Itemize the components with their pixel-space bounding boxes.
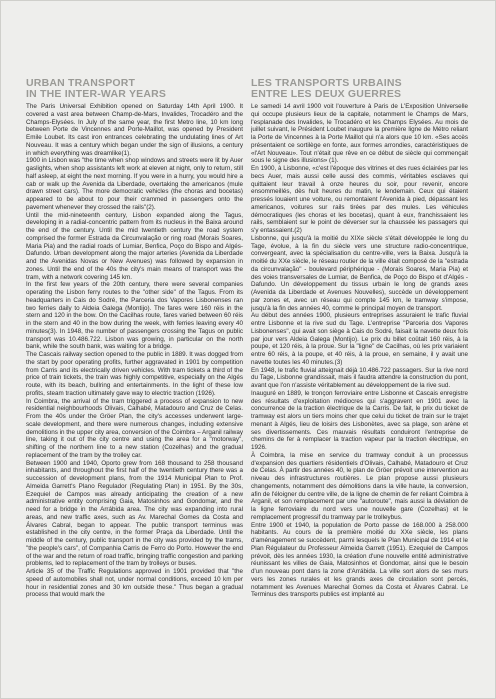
- french-heading-line-2: ENTRE LES DEUX GUERRES: [251, 88, 402, 100]
- english-column: [26, 78, 243, 599]
- english-body: [26, 103, 243, 599]
- two-column-layout: [26, 78, 468, 599]
- french-paragraph: Inauguré en 1889, le tronçon ferroviaire entre Lisbonne et Cascais enregistre des résultats d'exploitation médiocres qui s'aggravent en 1901 avec la concurrence de la traction électrique de la Carris. De fait, le prix du ticket de tramway est alors un tiers moins cher que celui du ticket de train sur le trajet menant à Algés, lieu de loisirs des Lisbonètes, avec sa plage, son arène et ses divertissements. Ces mauvais résultats conduiront l'entreprise de chemins de fer à remplacer la traction vapeur par la traction électrique, en 1926.: [251, 389, 468, 451]
- english-heading: [26, 78, 243, 100]
- french-paragraph: Lisbonne, qui jusqu'à la moitié du XIXe siècle s'était développée le long du Tage, évolue, à la fin du siècle vers une structure radio-concentrique, convergeant, avec la spécialisation du centre-ville, vers la Baixa. Jusqu'à la moitié du XXe siècle, le réseau routier de la ville était composé de la "estrada da circunvalação" - boulevard périphérique - (Morais Soares, Maria Pia) et des voies transversales de Lumiar, de Benfica, de Poço do Bispo et d'Algés - Dafundo. Un développement du tissus urbain le long de grands axes (Avenida da Liberdade et Avenues Nouvelles), succède un développement par zones et, avec un réseau qui compte 145 km, le tramway s'impose, jusqu'à la fin des années 40, comme le principal moyen de transport.: [251, 234, 468, 312]
- french-paragraph: Entre 1900 et 1940, la population de Porto passe de 168.000 à 258.000 habitants. Au cours de la première moitié du XXe siècle, les plans d'aménagement se succèdent, parmi lesquels le Plan Municipal de 1914 et le Plan Régulateur du Professeur Almeida Garrett (1951). Ezequiel de Campos prévoit, dès les années 1930, la création d'une nouvelle entité administrative réunissant les villes de Gaia, Matosinhos et Gondomar, ainsi que le besoin d'un nouveau pont dans la zone d'Arrábida. La ville sort alors de ses murs vers les zones rurales et les grands axes de circulation sont percés, notamment les Avenues Marechal Gomes da Costa et Álvares Cabral. Le Terminus des transports publics est implanté au: [251, 521, 468, 599]
- french-paragraph: En 1948, le trafic fluvial atteignait déjà 10.486.722 passagers. Sur la rive nord du Tage, Lisbonne grandissait, mais il faudra attendre la construction du pont, avant que l'on n'assiste véritablement au développement de la rive sud.: [251, 366, 468, 389]
- english-heading-line-1: URBAN TRANSPORT: [26, 78, 136, 89]
- french-body: [251, 103, 468, 599]
- english-paragraph: Article 35 of the Traffic Regulations approved in 1901 provided that "the speed of automobiles shall not, under normal conditions, exceed 10 km per hour in residential zones and 30 km outside these." Thus began a gradual process that would mark the: [26, 568, 243, 599]
- english-paragraph: The Paris Universal Exhibition opened on Saturday 14th April 1900. It covered a vast area between Champ-de-Mars, Invalides, Trocadéro and the Champs-Elysées. In July of the same year, the first Metro line, 10 km long between Porte de Vincennes and Porte-Maillot, was opened by President Emile Loubet. Its cast iron entrances celebrating the undulating lines of Art Nouveau. It was a century which began under the sign of illusions, a century in which everything was dreamlike(1).: [26, 103, 243, 157]
- english-heading-line-2: IN THE INTER-WAR YEARS: [26, 88, 167, 100]
- english-paragraph: In the first few years of the 20th century, there were several companies operating the Lisbon ferry routes to the "other side" of the Tagus. From its headquarters in Cais do Sodré, the Parceria dos Vapores Lisbonenses ran two ferries daily to Aldeia Galega (Montijo). The fares were 160 réis in the stern and 120 in the bow. On the Cacilhas route, fares varied between 60 réis in the stern and 40 in the bow during the week, with ferries leaving every 40 minutes(3). In 1948, the number of passengers crossing the Tagus on public transport was 10.486.722. Lisbon was growing, in particular on the north bank, while the south bank, was waiting for a bridge.: [26, 281, 243, 351]
- french-paragraph: À Coimbra, la mise en service du tramway conduit à un processus d'expansion des quartiers résidentiels d'Olivais, Calhabé, Matadouro et Cruz de Celas. À partir des années 40, le plan de Gröer prévoit une intervention au niveau des infrastructures routières. Le plan propose aussi plusieurs changements, notamment des démolitions dans la ville haute, la conversion, afin de l'éloigner du centre ville, de la ligne de chemin de fer reliant Coimbra à Arganil, et son remplacement par une "autoroute", mais aussi la déviation de la ligne ferroviaire du nord vers une nouvelle gare (Cozelhas) et le remplacement progressif du tramway par le trolleybus.: [251, 451, 468, 521]
- french-heading-line-1: LES TRANSPORTS URBAINS: [251, 78, 402, 89]
- english-paragraph: 1900 in Lisbon was "the time when shop windows and streets were lit by Auer gaslights, when shop assistants left work at eleven at night, only to return, still half asleep, at eight the next morning. If you were in a hurry, you would hire a cab or walk up the Avenida da Liberdade, overtaking the americanos (mule drawn street cars). The more democratic vehicles (the choras and bocetas) appeared to be about to pour their crammed in passengers onto the pavement whenever they crossed the rails"(2).: [26, 157, 243, 211]
- english-paragraph: Between 1900 and 1940, Oporto grew from 168 thousand to 258 thousand inhabitants, and throughout the first half of the twentieth century there was a succession of development plans, from the 1914 Municipal Plan to Prof. Almeida Garrett's Plano Regulador (Regulating Plan) in 1951. By the 30s, Ezequiel de Campos was already anticipating the creation of a new administrative entity comprising Gaia, Matosinhos and Gondomar, and the need for a bridge in the Arrábida area. The city was expanding into rural areas, and new traffic axes, such as Av. Marechal Gomes da Costa and Álvares Cabral, began to appear. The public transport terminus was established in the city centre, in the former Praça da Liberdade. Until the middle of the century, public transport in the city was provided by the trams, "the people's cars", of Companhia Carris de Ferro do Porto. However the end of the war and the return of road traffic, bringing traffic congestion and parking problems, led to replacement of the tram by trolleys or buses.: [26, 459, 243, 568]
- french-column: [251, 78, 468, 599]
- french-paragraph: Le samedi 14 avril 1900 voit l'ouverture à Paris de L'Exposition Universelle qui occupe plusieurs lieux de la capitale, notamment le Champs de Mars, l'esplanade des Invalides, le Trocadéro et les Champs Elysées. Au mois de juillet suivant, le Président Loubet inaugure la première ligne de Métro reliant la Porte de Vincennes à la Porte Maillot qui n'a alors que 10 km. «Ses accès présentaient ce sortilège en fonte, aux formes arrondies, caractéristiques de «l'Art Nouveau». Tout n'était que rêve en ce début de siècle qui commençait sous le signe des illusions» (1).: [251, 103, 468, 165]
- english-paragraph: The Cascais railway section opened to the public in 1889. It was dogged from the start by poor operating profits, further aggravated in 1901 by competition from Carris and its electrically driven vehicles. With tram tickets a third of the price of train tickets, the train was highly competitive, especially on the Algés route, with its beach, bullring and entertainments. In the light of these low profits, steam traction ultimately gave way to electric traction (1926).: [26, 351, 243, 397]
- english-paragraph: In Coimbra, the arrival of the tram triggered a process of expansion to new residential neighbourhoods Olivais, Calhabé, Matadouro and Cruz de Celas. From the 40s under the Gröer Plan, the city's accesses underwent large-scale development, and there were numerous changes, including extensive demolitions in the upper city area, conversion of the Coimbra – Arganil railway line, taking it out of the city centre and using the area for a "motorway", shifting of the northern line to a new station (Cozelhas) and the gradual replacement of the tram by the trolley car.: [26, 397, 243, 459]
- french-paragraph: En 1900, à Lisbonne, «c'est l'époque des vitrines et des rues éclairées par les becs Auer, mais aussi celle aussi des commis, véritables esclaves qui quittaient leur travail à onze heures du soir, pour revenir, encore ensommeillés, dès huit heures du matin, le lendemain. Ceux qui étaient pressés louaient une voiture, ou remontaient l'Avenida à pied, dépassant les americanos, voitures sur rails tirées par des mules. Les véhicules démocratiques (les choras et les bocetas), quant à eux, franchissaient les rails, semblaient sur le point de déverser sur la chaussée les passagers qui s'y entassaient.(2): [251, 165, 468, 234]
- french-paragraph: Au début des années 1900, plusieurs entreprises assuraient le trafic fluvial entre Lisbonne et la rive sud du Tage. L'entreprise "Parceria dos Vapores Lisbonenses", qui avait son siège à Cais do Sodré, faisait la navette deux fois par jour vers Aldeia Galega (Montijo). Le prix du billet coûtait 160 réis, à la poupe, et 120 réis, à la proue. Sur la "ligne" de Cacilhas, où les prix variaient entre 60 réis, à la poupe, et 40 réis, à la proue, en semaine, il y avait une navette toutes les 40 minutes.(3): [251, 312, 468, 366]
- english-paragraph: Until the mid-nineteenth century, Lisbon expanded along the Tagus, developing in a radial-concentric pattern from its nucleus in the Baixa around the end of the century. Until the mid twentieth century the road system comprised the former Estrada da Circunvalação or ring road (Morais Soares, Maria Pia) and the radial roads of Lumiar, Benfica, Poço do Bispo and Algés-Dafundo. Urban development along the major arteries (Avenida da Liberdade and the Avenidas Novas or New Avenues) was followed by expansion in zones. Until the end of the 40s the city's main means of transport was the tram, with a network covering 145 km.: [26, 211, 243, 281]
- french-heading: [251, 78, 468, 100]
